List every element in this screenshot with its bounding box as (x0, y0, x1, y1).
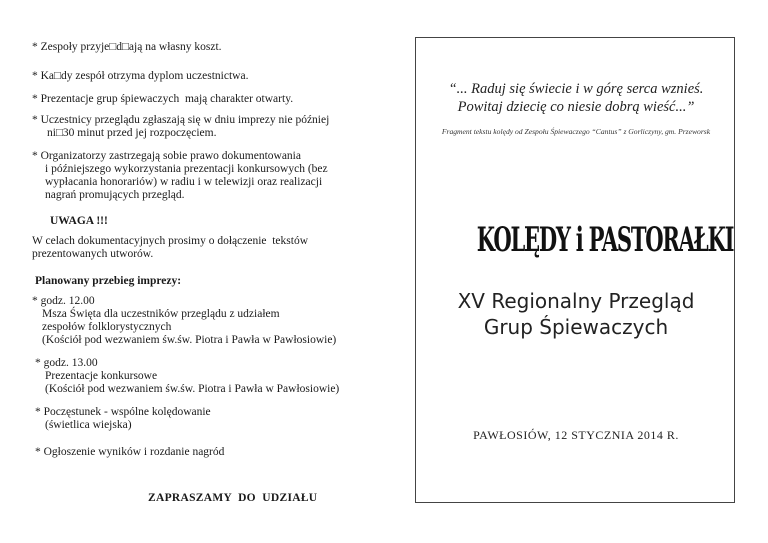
event-title: KOLĘDY i PASTORAŁKI (476, 220, 734, 260)
rule-rights-line1: * Organizatorzy zastrzegają sobie prawo dokumentowania (32, 150, 301, 162)
quote-source: Fragment tekstu kolędy od Zespołu Śpiewaczego “Cantus” z Gorliczyny, gm. Przeworsk (441, 127, 711, 136)
notice-line2: prezentowanych utworów. (32, 248, 154, 260)
rule-own-cost: * Zespoły przyje□d□ają na własny koszt. (32, 41, 222, 53)
schedule-item2-line2: Prezentacje konkursowe (45, 370, 158, 382)
schedule-item3-line2: (świetlica wiejska) (45, 419, 132, 431)
event-subtitle-line2: Grup Śpiewaczych (483, 315, 669, 339)
notice-heading: UWAGA !!! (50, 215, 108, 227)
rule-diploma: * Ka□dy zespół otrzyma dyplom uczestnictwa. (32, 70, 249, 82)
schedule-item1-line4: (Kościół pod wezwaniem św.św. Piotra i Pawła w Pawłosiowie) (42, 334, 337, 346)
rule-open-presentations: * Prezentacje grup śpiewaczych mają charakter otwarty. (32, 93, 294, 105)
schedule-item3-line1: * Poczęstunek - wspólne kolędowanie (35, 406, 211, 418)
rule-registration-line2: ni□30 minut przed jej rozpoczęciem. (47, 127, 217, 139)
schedule-item2-line3: (Kościół pod wezwaniem św.św. Piotra i Pawła w Pawłosiowie) (45, 383, 340, 395)
schedule-item1-line2: Msza Święta dla uczestników przeglądu z udziałem (42, 308, 280, 320)
carol-quote-line2: Powitaj dziecię co niesie dobrą wieść...” (457, 99, 695, 115)
schedule-item4: * Ogłoszenie wyników i rozdanie nagród (35, 446, 225, 458)
rule-rights-line3: wypłacania honorariów) w radiu i w telewizji oraz realizacji (45, 176, 323, 188)
place-and-date: PAWŁOSIÓW, 12 STYCZNIA 2014 R. (473, 428, 679, 442)
rule-rights-line2: i późniejszego wykorzystania prezentacji konkursowych (bez (45, 163, 328, 175)
notice-line1: W celach dokumentacyjnych prosimy o dołączenie tekstów (32, 235, 309, 247)
schedule-heading: Planowany przebieg imprezy: (35, 275, 182, 287)
schedule-item1-line3: zespołów folklorystycznych (42, 321, 172, 333)
rule-rights-line4: nagrań promujących przegląd. (45, 189, 185, 201)
schedule-item2-time: * godz. 13.00 (35, 357, 98, 369)
invitation: ZAPRASZAMY DO UDZIAŁU (148, 492, 318, 504)
schedule-item1-time: * godz. 12.00 (32, 295, 95, 307)
event-subtitle-line1: XV Regionalny Przegląd (457, 289, 695, 313)
rule-registration-line1: * Uczestnicy przeglądu zgłaszają się w dniu imprezy nie później (32, 114, 330, 126)
cover-page (415, 37, 735, 503)
carol-quote-line1: “... Raduj się świecie i w górę serca wznieś. (448, 81, 704, 97)
